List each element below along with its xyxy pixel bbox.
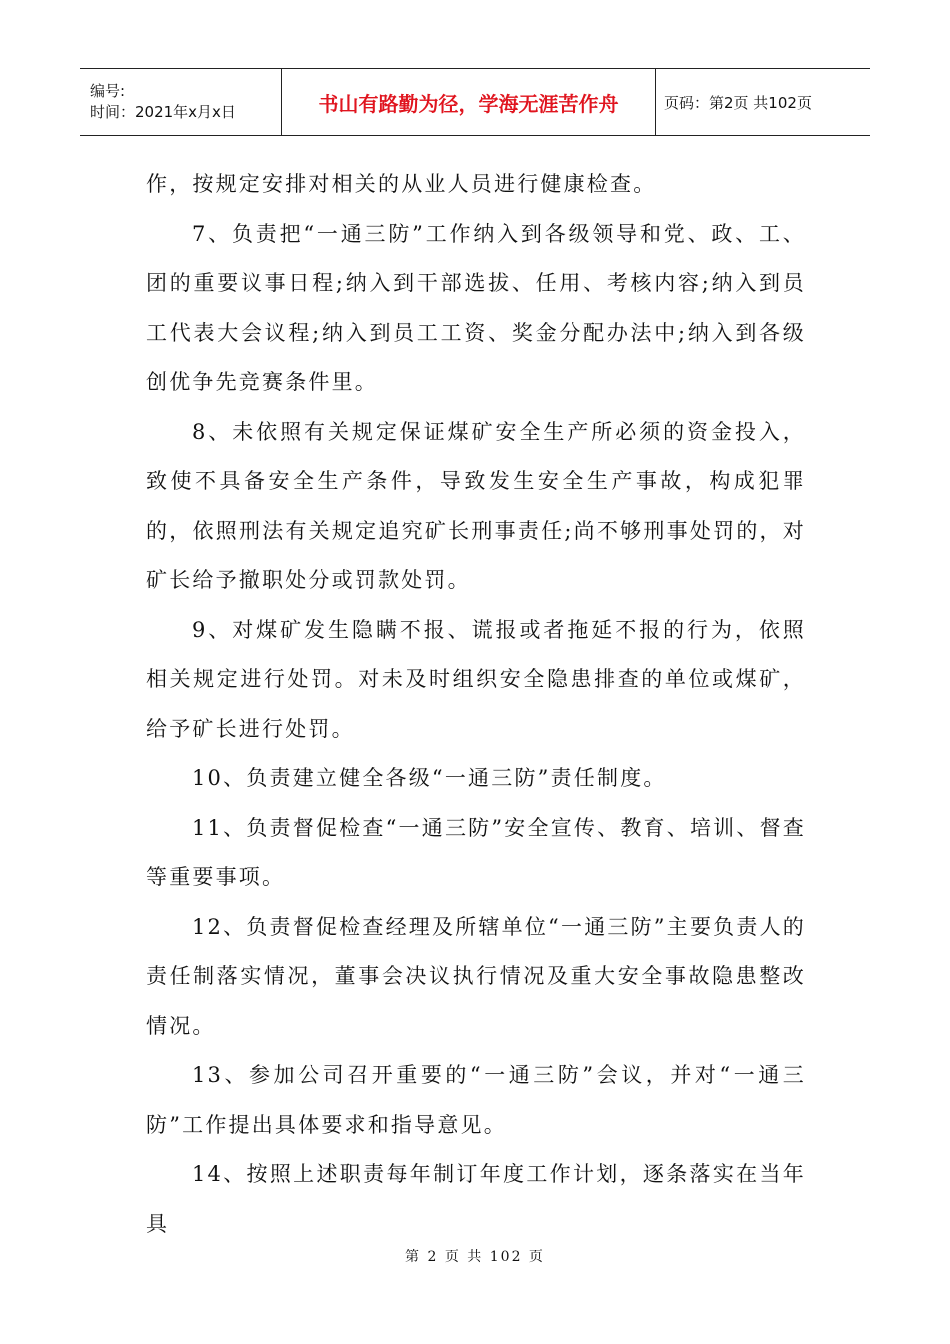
document-date: 时间：2021年x月x日 (90, 103, 236, 121)
paragraph-item-14: 14、按照上述职责每年制订年度工作计划，逐条落实在当年具 (146, 1162, 806, 1236)
header-motto (282, 69, 656, 135)
motto-text: 书山有路勤为径，学海无涯苦作舟 (318, 91, 619, 116)
document-body (146, 160, 806, 1249)
document-number-label: 编号: (90, 82, 126, 100)
paragraph-item-10: 10、负责建立健全各级“一通三防”责任制度。 (192, 766, 667, 790)
paragraph-item-12: 12、负责督促检查经理及所辖单位“一通三防”主要负责人的责任制落实情况，董事会决议执行情况及重大安全事故隐患整改情况。 (146, 914, 806, 1038)
paragraph-item-9: 9、对煤矿发生隐瞒不报、谎报或者拖延不报的行为，依照相关规定进行处罚。对未及时组织安全隐患排查的单位或煤矿，给予矿长进行处罚。 (146, 617, 806, 741)
paragraph-continuation: 作，按规定安排对相关的从业人员进行健康检查。 (146, 172, 657, 196)
paragraph-item-11: 11、负责督促检查“一通三防”安全宣传、教育、培训、督查等重要事项。 (146, 815, 806, 889)
page-header (80, 68, 870, 136)
paragraph-item-7: 7、负责把“一通三防”工作纳入到各级领导和党、政、工、团的重要议事日程;纳入到干部选拔、任用、考核内容;纳入到员工代表大会议程;纳入到员工工资、奖金分配办法中;纳入到各级创优争先竞赛条件里。 (146, 221, 806, 394)
paragraph-item-8: 8、未依照有关规定保证煤矿安全生产所必须的资金投入，致使不具备安全生产条件，导致发生安全生产事故，构成犯罪的，依照刑法有关规定追究矿长刑事责任;尚不够刑事处罚的，对矿长给予撤职处分或罚款处罚。 (146, 419, 806, 592)
footer-page-number: 第 2 页 共 102 页 (405, 1249, 545, 1265)
header-meta (80, 69, 282, 135)
page-info-text: 页码：第2页 共102页 (664, 93, 812, 112)
paragraph-item-13: 13、参加公司召开重要的“一通三防”会议，并对“一通三防”工作提出具体要求和指导意见。 (146, 1063, 806, 1137)
header-page-info (656, 69, 870, 135)
page-footer (0, 1246, 950, 1266)
